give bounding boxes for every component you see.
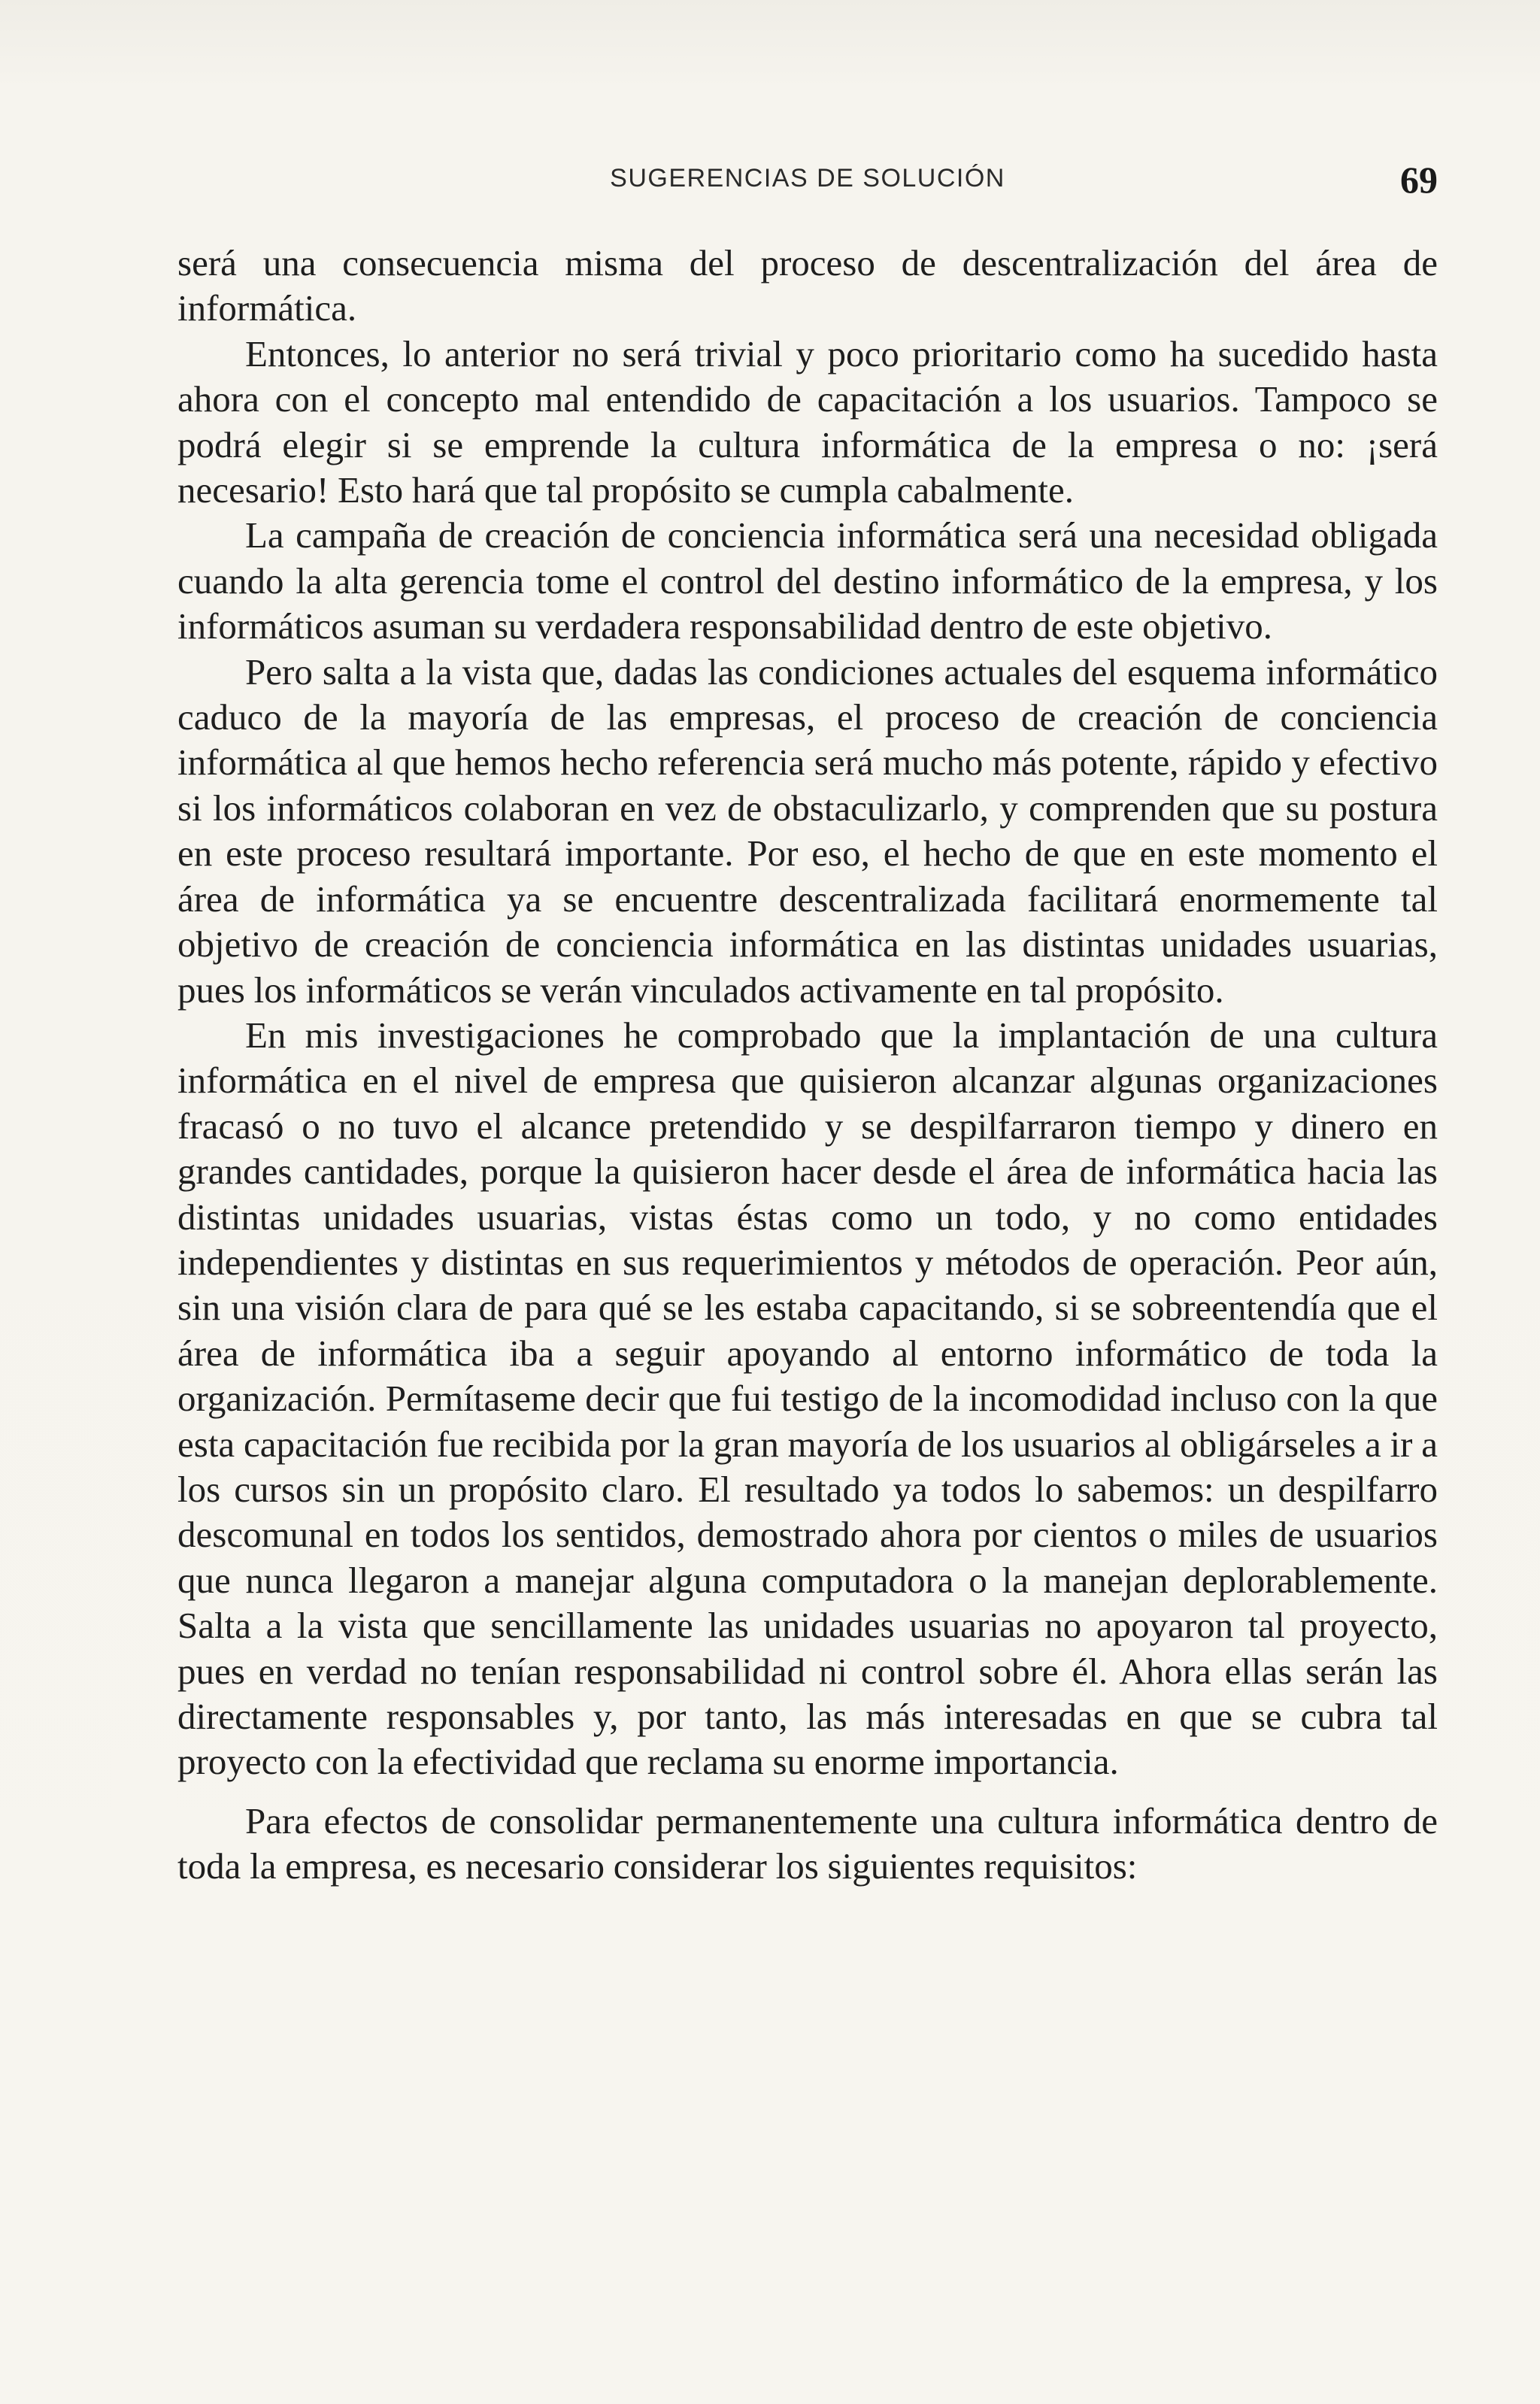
page-number: 69	[1400, 159, 1438, 201]
body-text	[177, 241, 1438, 1890]
paragraph: La campaña de creación de conciencia informática será una necesidad obligada cuando la alta gerencia tome el control del destino informático de la empresa, y los informáticos asuman su verdadera responsabilidad dentro de este objetivo.	[177, 514, 1438, 647]
running-header	[177, 158, 1438, 203]
paragraph: En mis investigaciones he comprobado que la implantación de una cultura informática en el nivel de empresa que quisieron alcanzar algunas organizaciones fracasó o no tuvo el alcance pretendido y se despilfarraron tiempo y dinero en grandes cantidades, porque la quisieron hacer desde el área de informática hacia las distintas unidades usuarias, vistas éstas como un todo, y no como entidades independientes y distintas en sus requerimientos y métodos de operación. Peor aún, sin una visión clara de para qué se les estaba capacitando, si se sobreentendía que el área de informática iba a seguir apoyando al entorno informático de toda la organización. Permítaseme decir que fui testigo de la incomodidad incluso con la que esta capacitación fue recibida por la gran mayoría de los usuarios al obligárseles a ir a los cursos sin un propósito claro. El resultado ya todos lo sabemos: un despilfarro descomunal en todos los sentidos, demostrado ahora por cientos o miles de usuarios que nunca llegaron a manejar alguna computadora o la manejan deplorablemente. Salta a la vista que sencillamente las unidades usuarias no apoyaron tal proyecto, pues en verdad no tenían responsabilidad ni control sobre él. Ahora ellas serán las directamente responsables y, por tanto, las más interesadas en que se cubra tal proyecto con la efectividad que reclama su enorme importancia.	[177, 1014, 1438, 1783]
paragraph: Entonces, lo anterior no será trivial y poco prioritario como ha sucedido hasta ahora con el concepto mal entendido de capacitación a los usuarios. Tampoco se podrá elegir si se emprende la cultura informática de la empresa o no: ¡será necesario! Esto hará que tal propósito se cumpla cabalmente.	[177, 332, 1438, 511]
paragraph-continuation: será una consecuencia misma del proceso de descentralización del área de informática.	[177, 242, 1438, 329]
running-title: SUGERENCIAS DE SOLUCIÓN	[610, 164, 1005, 193]
paragraph: Pero salta a la vista que, dadas las condiciones actuales del esquema informático caduco de la mayoría de las empresas, el proceso de creación de conciencia informática al que hemos hecho referencia será mucho más potente, rápido y efectivo si los informáticos colaboran en vez de obstaculizarlo, y comprenden que su postura en este proceso resultará importante. Por eso, el hecho de que en este momento el área de informática ya se encuentre descentralizada facilitará enormemente tal objetivo de creación de conciencia informática en las distintas unidades usuarias, pues los informáticos se verán vinculados activamente en tal propósito.	[177, 650, 1438, 1011]
paragraph: Para efectos de consolidar permanentemente una cultura informática dentro de toda la empresa, es necesario considerar los siguientes requisitos:	[177, 1799, 1438, 1887]
